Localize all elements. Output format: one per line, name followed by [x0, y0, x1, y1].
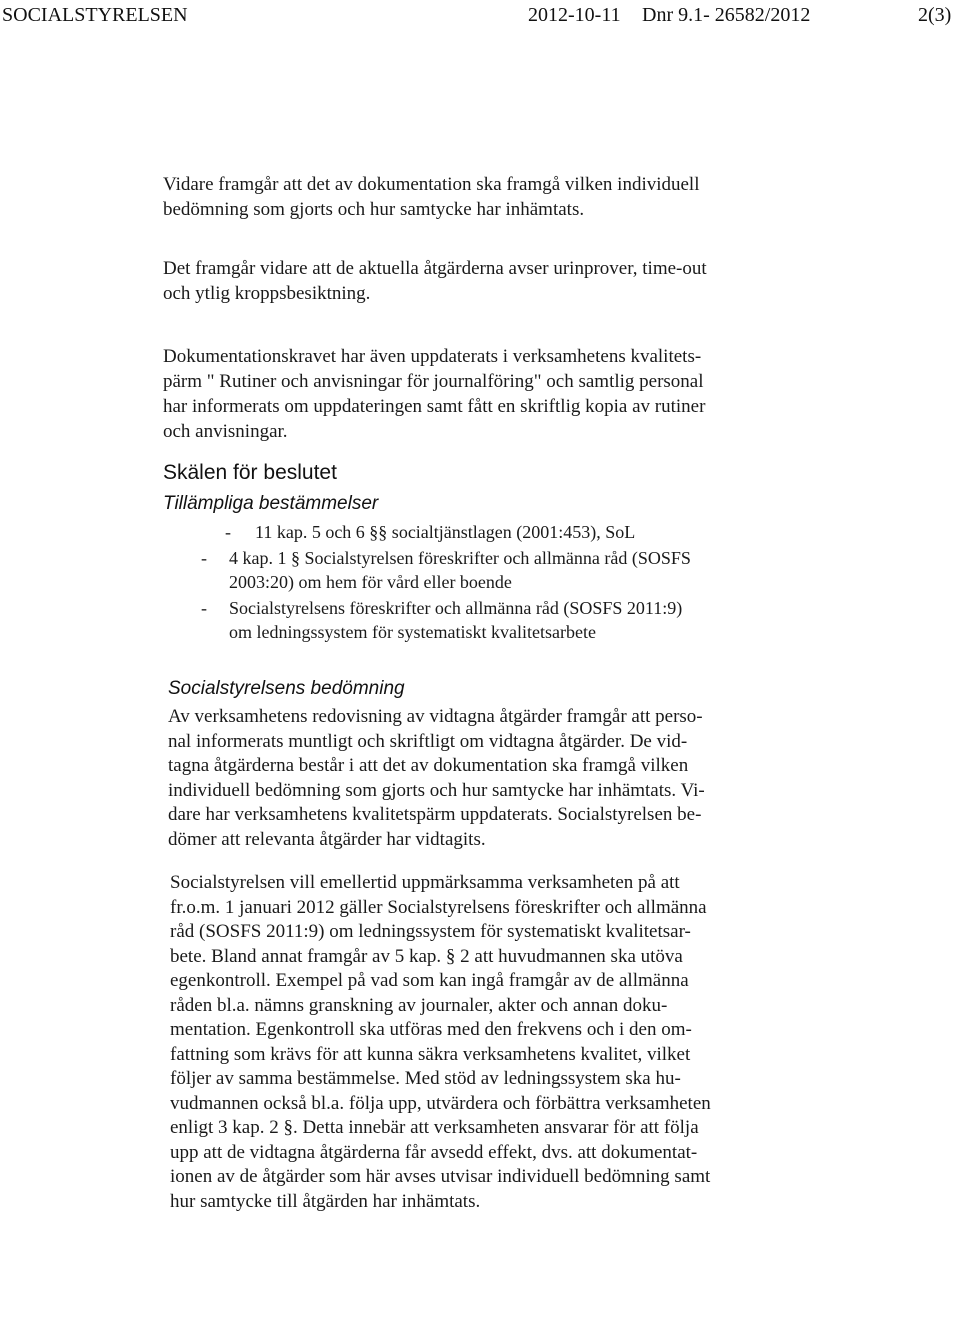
text-line: och anvisningar. [163, 421, 288, 442]
list-dash: - [201, 548, 207, 568]
text-line: och ytlig kroppsbesiktning. [163, 283, 371, 304]
text-line: Av verksamhetens redovisning av vidtagna åtgärder framgår att perso- [168, 706, 703, 727]
paragraph-measures [163, 256, 813, 306]
text-line: bete. Bland annat framgår av 5 kap. § 2 att huvudmannen ska utöva [170, 945, 683, 967]
text-line: individuell bedömning som gjorts och hur samtycke har inhämtats. Vi- [168, 779, 705, 801]
text-line: råd (SOSFS 2011:9) om ledningssystem för systematiskt kvalitetsar- [170, 921, 691, 942]
text-line: fattning som krävs för att kunna säkra verksamhetens kvalitet, vilket [170, 1043, 691, 1065]
list-item-text: 4 kap. 1 § Socialstyrelsen föreskrifter och allmänna råd (SOSFS [229, 548, 691, 568]
list-item-text: Socialstyrelsens föreskrifter och allmänna råd (SOSFS 2011:9) [229, 598, 683, 618]
text-line: pärm " Rutiner och anvisningar för journalföring" och samtlig personal [163, 371, 704, 392]
paragraph-documentation [163, 172, 813, 222]
list-item-text: 11 kap. 5 och 6 §§ socialtjänstlagen (2001:453), SoL [255, 522, 636, 542]
list-item [163, 520, 803, 544]
text-line: tagna åtgärderna består i att det av dokumentation ska framgå vilken [168, 755, 689, 776]
text-line: Socialstyrelsen vill emellertid uppmärksamma verksamheten på att [170, 872, 680, 893]
list-dash: - [201, 598, 207, 618]
text-line: egenkontroll. Exempel på vad som kan ingå framgår av de allmänna [170, 970, 689, 991]
list-dash: - [225, 522, 231, 542]
section-title-reasons: Skälen för beslutet [163, 461, 337, 484]
list-item [163, 546, 803, 594]
header-page-number: 2(3) [918, 4, 952, 26]
text-line: har informerats om uppdateringen samt fått en skriftlig kopia av rutiner [163, 396, 706, 417]
text-line: nal informerats muntligt och skriftligt om vidtagna åtgärder. De vid- [168, 730, 688, 752]
text-line: enligt 3 kap. 2 §. Detta innebär att verksamheten ansvarar för att följa [170, 1117, 699, 1138]
text-line: mentation. Egenkontroll ska utföras med den frekvens och i den om- [170, 1019, 692, 1040]
text-line: följer av samma bestämmelse. Med stöd av ledningssystem ska hu- [170, 1068, 681, 1089]
paragraph-assessment [168, 705, 768, 852]
provisions-list [163, 520, 803, 646]
page-header [0, 4, 960, 34]
text-line: Dokumentationskravet har även uppdaterats i verksamhetens kvalitets- [163, 346, 702, 367]
section-title-assessment: Socialstyrelsens bedömning [168, 678, 405, 699]
subsection-title-provisions: Tillämpliga bestämmelser [163, 493, 379, 514]
text-line: ionen av de åtgärder som här avses utvisar individuell bedömning samt [170, 1166, 711, 1187]
text-line: hur samtycke till åtgärden har inhämtats. [170, 1190, 481, 1212]
text-line: Vidare framgår att det av dokumentation ska framgå vilken individuell [163, 174, 700, 195]
text-line: dömer att relevanta åtgärder har vidtagits. [168, 828, 486, 850]
text-line: upp att de vidtagna åtgärderna får avsedd effekt, dvs. att dokumentat- [170, 1141, 698, 1163]
list-item-text: 2003:20) om hem för vård eller boende [229, 572, 512, 592]
text-line: bedömning som gjorts och hur samtycke har inhämtats. [163, 199, 585, 220]
header-dnr: Dnr 9.1- 26582/2012 [642, 4, 811, 26]
paragraph-documentation-requirement [163, 344, 813, 444]
paragraph-self-control [170, 871, 790, 1214]
header-organization: SOCIALSTYRELSEN [2, 4, 188, 26]
list-item [163, 596, 803, 644]
text-line: Det framgår vidare att de aktuella åtgärderna avser urinprover, time-out [163, 258, 707, 279]
text-line: dare har verksamhetens kvalitetspärm uppdaterats. Socialstyrelsen be- [168, 804, 702, 825]
header-date: 2012-10-11 [528, 4, 621, 26]
text-line: råden bl.a. nämns granskning av journaler, akter och annan doku- [170, 994, 668, 1016]
text-line: vudmannen också bl.a. följa upp, utvärdera och förbättra verksamheten [170, 1092, 711, 1114]
list-item-text: om ledningssystem för systematiskt kvalitetsarbete [229, 622, 596, 642]
text-line: fr.o.m. 1 januari 2012 gäller Socialstyrelsens föreskrifter och allmänna [170, 896, 707, 918]
